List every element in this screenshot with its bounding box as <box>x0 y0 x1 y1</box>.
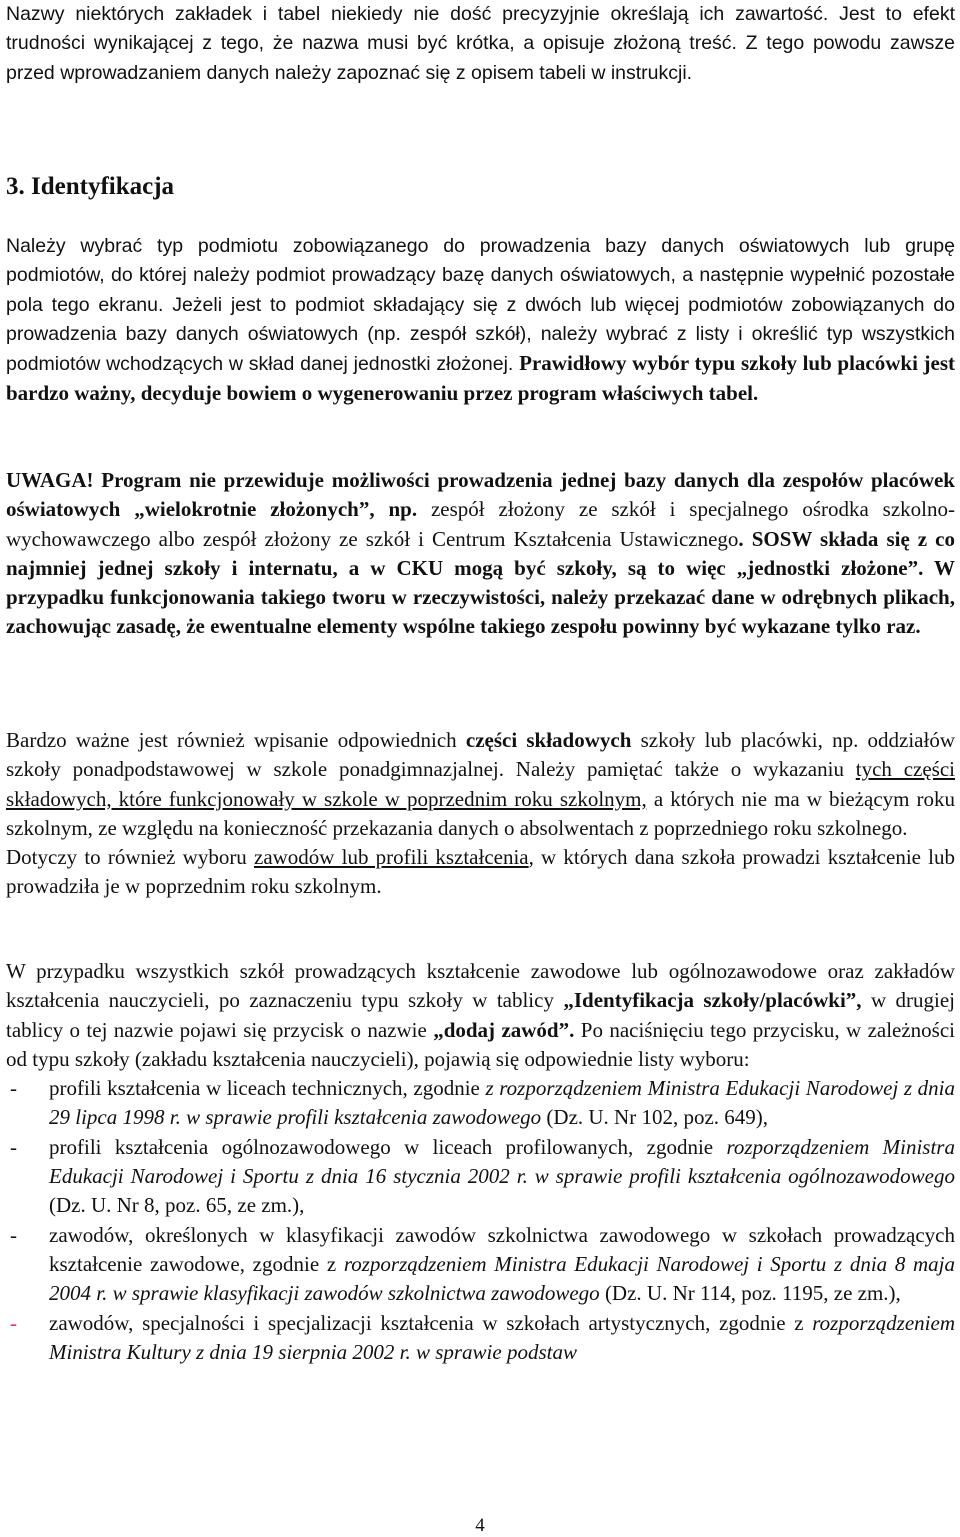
vocational-text-b: w drugiej tablicy o tej nazwie pojawi się przycisk o nazwie <box>6 988 955 1042</box>
warning-example: zespół złożony ze szkół i specjalnego ośrodka szkolno-wychowawczego albo zespół złożony ze szkół i Centrum Kształcenia Ustawicznego <box>6 497 955 551</box>
warning-paragraph <box>6 466 955 642</box>
components-underlined: tych części składowych, które funkcjonowały w szkole w poprzednim roku szkolnym, <box>6 757 956 811</box>
components-text-c: a których nie ma w bieżącym roku szkolnym, ze względu na konieczność przekazania danych o absolwentach z poprzedniego roku szkolnego. <box>6 786 956 840</box>
identification-text: Należy wybrać typ podmiotu zobowiązanego do prowadzenia bazy danych oświatowych lub grupę podmiotów, do której należy podmiot prowadzący bazę danych oświatowych, a następnie wypełnić pozostałe pola tego ekranu. Jeżeli jest to podmiot składający się z dwóch lub więcej podmiotów zobowiązanych do prowadzenia bazy danych oświatowych (np. zespół szkół), należy wybrać z listy i określić typ wszystkich podmiotów wchodzących w skład danej jednostki złożonej. <box>6 235 955 376</box>
list-item-citation: (Dz. U. Nr 102, poz. 649), <box>546 1105 769 1130</box>
list-item-text: profili kształcenia w liceach technicznych, zgodnie <box>49 1076 480 1101</box>
list-item <box>6 1074 955 1133</box>
vocational-section <box>6 957 955 1367</box>
dash-bullet: - <box>10 1076 17 1101</box>
list-item <box>6 1309 955 1368</box>
list-item-text: zawodów, specjalności i specjalizacji kształcenia w szkołach artystycznych, zgodnie z <box>49 1310 804 1335</box>
components-text-a: Bardzo ważne jest również wpisanie odpowiednich <box>6 728 457 752</box>
list-item-regulation: z rozporządzeniem Ministra Edukacji Narodowej z dnia 29 lipca 1998 r. w sprawie profili kształcenia zawodowego <box>49 1076 956 1130</box>
components-paragraph <box>6 726 955 902</box>
professions-text-b: , w których dana szkoła prowadzi kształcenie lub prowadziła je w poprzednim roku szkolnym. <box>6 845 955 899</box>
warning-bold-lead: UWAGA! Program nie przewiduje możliwości prowadzenia jednej bazy danych dla zespołów placówek oświatowych „wielokrotnie złożonych”, np. <box>6 468 955 522</box>
section-heading: 3. Identyfikacja <box>6 173 175 200</box>
page-number: 4 <box>475 1515 485 1536</box>
list-item-regulation: rozporządzeniem Ministra Kultury z dnia 19 sierpnia 2002 r. w sprawie podstaw <box>49 1310 955 1364</box>
identification-bold-note: Prawidłowy wybór typu szkoły lub placówki jest bardzo ważny, decyduje bowiem o wygenerowaniu przez program właściwych tabel. <box>6 351 955 406</box>
vocational-paragraph <box>6 957 955 1074</box>
list-item-citation: (Dz. U. Nr 8, poz. 65, ze zm.), <box>49 1193 305 1218</box>
components-text-b: szkoły lub placówki, np. oddziałów szkoły ponadpodstawowej w szkole ponadgimnazjalnej. Należy pamiętać także o wykazaniu <box>6 728 956 782</box>
professions-text-a: Dotyczy to również wyboru <box>6 845 247 870</box>
warning-bold-rest: . SOSW składa się z co najmniej jednej szkoły i internatu, a w CKU mogą być szkoły, są to więc „jednostki złożone”. W przypadku funkcjonowania takiego tworu w rzeczywistości, należy przekazać dane w odrębnych plikach, zachowując zasadę, że ewentualne elementy wspólne takiego zespołu powinny być wykazane tylko raz. <box>6 526 955 639</box>
intro-text: Nazwy niektórych zakładek i tabel niekiedy nie dość precyzyjnie określają ich zawartość. Jest to efekt trudności wynikającej z tego, że nazwa musi być krótka, a opisuje złożoną treść. Z tego powodu zawsze przed wprowadzaniem danych należy zapoznać się z opisem tabeli w instrukcji. <box>6 3 955 84</box>
vocational-text-a: W przypadku wszystkich szkół prowadzących kształcenie zawodowe lub ogólnozawodowe oraz zakładów kształcenia nauczycieli, po zaznaczeniu typu szkoły w tablicy <box>6 959 955 1013</box>
list-item-regulation: rozporządzeniem Ministra Edukacji Narodowej i Sportu z dnia 16 stycznia 2002 r. w sprawie profili kształcenia ogólnozawodowego <box>49 1134 955 1189</box>
list-item-text: profili kształcenia ogólnozawodowego w liceach profilowanych, zgodnie <box>49 1134 714 1159</box>
dash-bullet: - <box>10 1222 17 1247</box>
dash-bullet: - <box>10 1134 17 1159</box>
list-item-regulation: rozporządzeniem Ministra Edukacji Narodowej i Sportu z dnia 8 maja 2004 r. w sprawie klasyfikacji zawodów szkolnictwa zawodowego <box>49 1251 955 1306</box>
components-bold: części składowych <box>465 728 632 752</box>
list-item-text: zawodów, określonych w klasyfikacji zawodów szkolnictwa zawodowego w szkołach prowadzących kształcenie zawodowe, zgodnie z <box>49 1222 955 1276</box>
vocational-text-c: Po naciśnięciu tego przycisku, w zależności od typu szkoły (zakładu kształcenia nauczycieli), pojawią się odpowiednie listy wyboru: <box>6 1017 956 1071</box>
selection-lists <box>6 1074 955 1367</box>
dash-bullet: - <box>10 1310 17 1335</box>
list-item-citation: (Dz. U. Nr 114, poz. 1195, ze zm.), <box>604 1281 901 1306</box>
add-profession-button-name: „dodaj zawód”. <box>433 1017 575 1042</box>
identification-paragraph <box>6 232 955 410</box>
intro-paragraph <box>6 0 955 88</box>
list-item <box>6 1133 955 1221</box>
list-item <box>6 1221 955 1309</box>
professions-underlined: zawodów lub profili kształcenia <box>254 845 529 870</box>
identification-table-name: „Identyfikacja szkoły/placówki”, <box>563 988 862 1013</box>
